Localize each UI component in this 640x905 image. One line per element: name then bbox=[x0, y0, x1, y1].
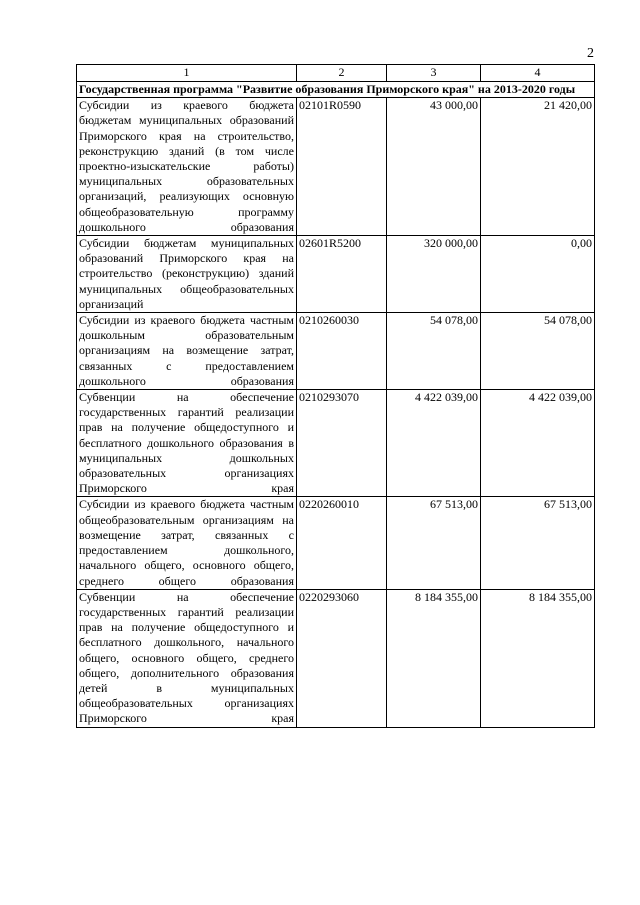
row-value-col3: 43 000,00 bbox=[387, 98, 481, 236]
row-value-col4: 54 078,00 bbox=[481, 313, 595, 390]
row-value-col4: 21 420,00 bbox=[481, 98, 595, 236]
row-description: Субсидии из краевого бюджета частным дошкольным образовательным организациям на возмещение затрат, связанных с предоставлением дошкольного образования bbox=[77, 313, 297, 390]
table-header-row bbox=[77, 65, 595, 82]
column-header-3: 3 bbox=[387, 65, 481, 82]
row-code: 02101R0590 bbox=[297, 98, 387, 236]
program-title: Государственная программа "Развитие образования Приморского края" на 2013-2020 годы bbox=[77, 82, 595, 98]
column-header-2: 2 bbox=[297, 65, 387, 82]
row-value-col3: 8 184 355,00 bbox=[387, 589, 481, 727]
row-description: Субсидии бюджетам муниципальных образований Приморского края на строительство (реконструкцию) зданий муниципальных общеобразовательных организаций bbox=[77, 236, 297, 313]
row-value-col3: 67 513,00 bbox=[387, 497, 481, 589]
row-description: Субвенции на обеспечение государственных гарантий реализации прав на получение общедоступного и бесплатного дошкольного, начального общего, основного общего, среднего общего, дополнительного образования детей в муниципальных общеобразовательных организациях Приморского края bbox=[77, 589, 297, 727]
row-value-col3: 4 422 039,00 bbox=[387, 390, 481, 497]
budget-table bbox=[76, 64, 595, 728]
column-header-4: 4 bbox=[481, 65, 595, 82]
row-value-col4: 4 422 039,00 bbox=[481, 390, 595, 497]
table-row bbox=[77, 313, 595, 390]
row-description: Субвенции на обеспечение государственных гарантий реализации прав на получение общедоступного и бесплатного дошкольного образования в муниципальных дошкольных образовательных организациях Приморского края bbox=[77, 390, 297, 497]
table-row bbox=[77, 589, 595, 727]
page-number: 2 bbox=[587, 46, 594, 61]
table-row bbox=[77, 236, 595, 313]
row-code: 0220293060 bbox=[297, 589, 387, 727]
row-value-col4: 0,00 bbox=[481, 236, 595, 313]
row-code: 0210293070 bbox=[297, 390, 387, 497]
row-code: 0210260030 bbox=[297, 313, 387, 390]
row-code: 02601R5200 bbox=[297, 236, 387, 313]
row-value-col4: 67 513,00 bbox=[481, 497, 595, 589]
program-title-row bbox=[77, 82, 595, 98]
row-description: Субсидии из краевого бюджета частным общеобразовательным организациям на возмещение затрат, связанных с предоставлением дошкольного, начального общего, основного общего, среднего общего образования bbox=[77, 497, 297, 589]
row-value-col4: 8 184 355,00 bbox=[481, 589, 595, 727]
table-row bbox=[77, 98, 595, 236]
column-header-1: 1 bbox=[77, 65, 297, 82]
row-description: Субсидии из краевого бюджета бюджетам муниципальных образований Приморского края на строительство, реконструкцию зданий (в том числе проектно-изыскательские работы) муниципальных образовательных организаций, реализующих основную общеобразовательную программу дошкольного образования bbox=[77, 98, 297, 236]
row-code: 0220260010 bbox=[297, 497, 387, 589]
table-row bbox=[77, 390, 595, 497]
table-row bbox=[77, 497, 595, 589]
row-value-col3: 320 000,00 bbox=[387, 236, 481, 313]
row-value-col3: 54 078,00 bbox=[387, 313, 481, 390]
